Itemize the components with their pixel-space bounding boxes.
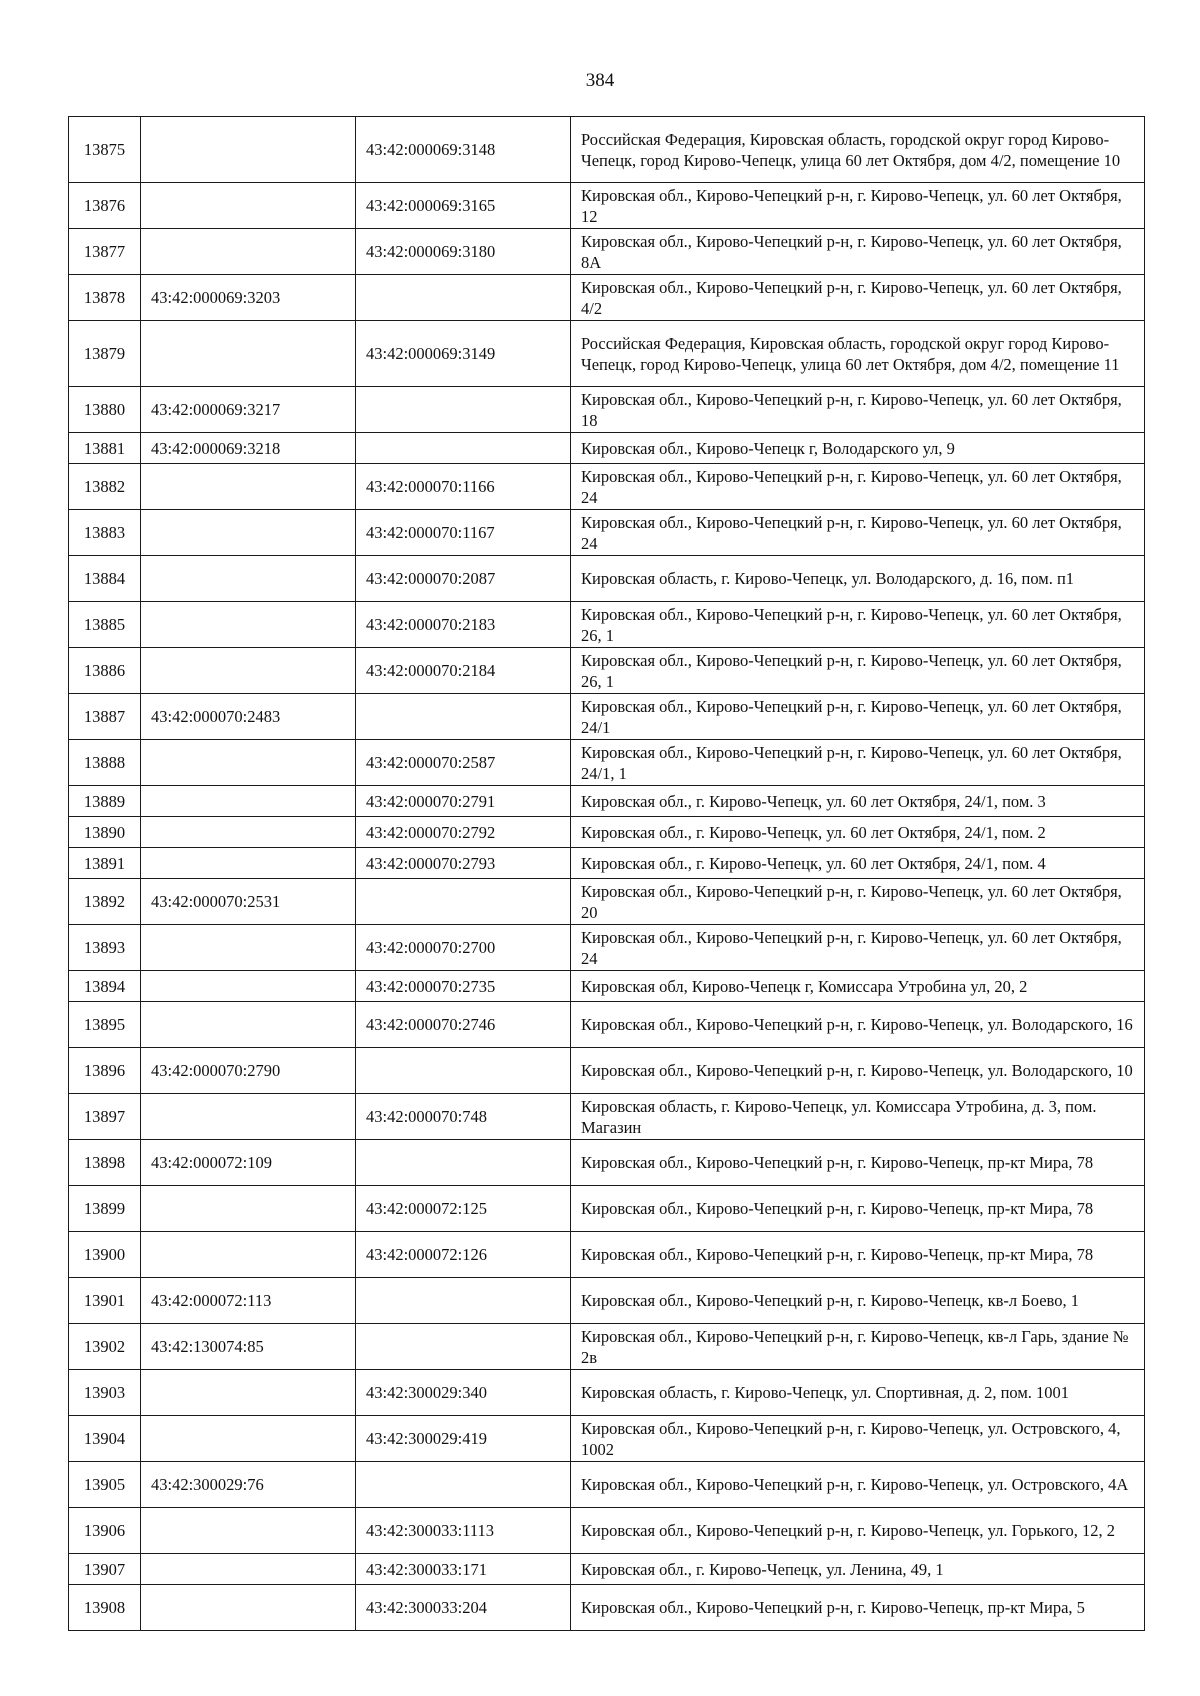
property-registry-table	[68, 116, 1145, 1631]
address-cell: Кировская обл., Кирово-Чепецкий р-н, г. Кирово-Чепецк, ул. Володарского, 10	[571, 1048, 1145, 1094]
cadastral-number-secondary: 43:42:000070:2087	[356, 556, 571, 602]
cadastral-number-primary: 43:42:300029:76	[141, 1462, 356, 1508]
cadastral-number-secondary: 43:42:000070:2700	[356, 925, 571, 971]
address-cell: Кировская обл., Кирово-Чепецкий р-н, г. Кирово-Чепецк, ул. 60 лет Октября, 4/2	[571, 275, 1145, 321]
cadastral-number-primary	[141, 1508, 356, 1554]
cadastral-number-primary: 43:42:000069:3218	[141, 433, 356, 464]
row-number: 13906	[69, 1508, 141, 1554]
address-cell: Кировская область, г. Кирово-Чепецк, ул. Комиссара Утробина, д. 3, пом. Магазин	[571, 1094, 1145, 1140]
cadastral-number-secondary: 43:42:000072:125	[356, 1186, 571, 1232]
row-number: 13897	[69, 1094, 141, 1140]
address-cell: Кировская обл., Кирово-Чепецкий р-н, г. Кирово-Чепецк, пр-кт Мира, 5	[571, 1585, 1145, 1631]
row-number: 13880	[69, 387, 141, 433]
cadastral-number-primary	[141, 229, 356, 275]
table-row	[69, 1554, 1145, 1585]
address-cell: Кировская обл., Кирово-Чепецкий р-н, г. Кирово-Чепецк, ул. Островского, 4, 1002	[571, 1416, 1145, 1462]
table-row	[69, 1416, 1145, 1462]
address-cell: Кировская обл., Кирово-Чепецкий р-н, г. Кирово-Чепецк, ул. 60 лет Октября, 18	[571, 387, 1145, 433]
cadastral-number-secondary: 43:42:000069:3149	[356, 321, 571, 387]
cadastral-number-primary	[141, 556, 356, 602]
table-row	[69, 1370, 1145, 1416]
table-row	[69, 321, 1145, 387]
cadastral-number-primary: 43:42:000069:3203	[141, 275, 356, 321]
cadastral-number-primary	[141, 1002, 356, 1048]
row-number: 13884	[69, 556, 141, 602]
cadastral-number-secondary: 43:42:000070:2792	[356, 817, 571, 848]
cadastral-number-secondary	[356, 1278, 571, 1324]
table-row	[69, 1140, 1145, 1186]
cadastral-number-primary: 43:42:000072:113	[141, 1278, 356, 1324]
cadastral-number-primary	[141, 183, 356, 229]
cadastral-number-secondary	[356, 387, 571, 433]
address-cell: Кировская обл., Кирово-Чепецкий р-н, г. Кирово-Чепецк, ул. 60 лет Октября, 24/1, 1	[571, 740, 1145, 786]
table-row	[69, 740, 1145, 786]
cadastral-number-secondary	[356, 1048, 571, 1094]
table-row	[69, 387, 1145, 433]
address-cell: Кировская обл., Кирово-Чепецкий р-н, г. Кирово-Чепецк, ул. Володарского, 16	[571, 1002, 1145, 1048]
cadastral-number-secondary: 43:42:300029:340	[356, 1370, 571, 1416]
row-number: 13879	[69, 321, 141, 387]
cadastral-number-primary: 43:42:000069:3217	[141, 387, 356, 433]
cadastral-number-secondary: 43:42:300033:1113	[356, 1508, 571, 1554]
row-number: 13902	[69, 1324, 141, 1370]
table-row	[69, 1278, 1145, 1324]
address-cell: Кировская обл., Кирово-Чепецкий р-н, г. Кирово-Чепецк, пр-кт Мира, 78	[571, 1232, 1145, 1278]
cadastral-number-primary	[141, 1585, 356, 1631]
address-cell: Кировская обл., г. Кирово-Чепецк, ул. 60 лет Октября, 24/1, пом. 4	[571, 848, 1145, 879]
cadastral-number-secondary: 43:42:000070:2791	[356, 786, 571, 817]
cadastral-number-primary	[141, 1416, 356, 1462]
table-row	[69, 925, 1145, 971]
row-number: 13890	[69, 817, 141, 848]
address-cell: Кировская обл, Кирово-Чепецк г, Комиссара Утробина ул, 20, 2	[571, 971, 1145, 1002]
address-cell: Кировская обл., Кирово-Чепецкий р-н, г. Кирово-Чепецк, ул. 60 лет Октября, 24	[571, 510, 1145, 556]
cadastral-number-secondary: 43:42:000070:2184	[356, 648, 571, 694]
cadastral-number-secondary: 43:42:000070:2793	[356, 848, 571, 879]
address-cell: Кировская обл., Кирово-Чепецкий р-н, г. Кирово-Чепецк, ул. 60 лет Октября, 24	[571, 925, 1145, 971]
page-number: 384	[585, 70, 615, 91]
cadastral-number-primary	[141, 602, 356, 648]
row-number: 13883	[69, 510, 141, 556]
address-cell: Российская Федерация, Кировская область, городской округ город Кирово-Чепецк, город Кирово-Чепецк, улица 60 лет Октября, дом 4/2, помещение 10	[571, 117, 1145, 183]
row-number: 13903	[69, 1370, 141, 1416]
table-row	[69, 648, 1145, 694]
row-number: 13901	[69, 1278, 141, 1324]
cadastral-number-secondary: 43:42:000069:3180	[356, 229, 571, 275]
row-number: 13905	[69, 1462, 141, 1508]
row-number: 13887	[69, 694, 141, 740]
cadastral-number-primary	[141, 1186, 356, 1232]
cadastral-number-primary	[141, 817, 356, 848]
table-row	[69, 1002, 1145, 1048]
row-number: 13908	[69, 1585, 141, 1631]
address-cell: Кировская обл., Кирово-Чепецкий р-н, г. Кирово-Чепецк, пр-кт Мира, 78	[571, 1140, 1145, 1186]
row-number: 13895	[69, 1002, 141, 1048]
address-cell: Кировская обл., г. Кирово-Чепецк, ул. Ленина, 49, 1	[571, 1554, 1145, 1585]
table-row	[69, 556, 1145, 602]
row-number: 13881	[69, 433, 141, 464]
cadastral-number-secondary: 43:42:000070:1166	[356, 464, 571, 510]
table-row	[69, 879, 1145, 925]
cadastral-number-primary: 43:42:000070:2483	[141, 694, 356, 740]
cadastral-number-primary	[141, 848, 356, 879]
address-cell: Кировская обл., г. Кирово-Чепецк, ул. 60 лет Октября, 24/1, пом. 2	[571, 817, 1145, 848]
address-cell: Кировская обл., Кирово-Чепецкий р-н, г. Кирово-Чепецк, ул. 60 лет Октября, 8А	[571, 229, 1145, 275]
table-row	[69, 183, 1145, 229]
cadastral-number-primary	[141, 510, 356, 556]
address-cell: Кировская обл., Кирово-Чепецкий р-н, г. Кирово-Чепецк, пр-кт Мира, 78	[571, 1186, 1145, 1232]
cadastral-number-secondary: 43:42:000070:2746	[356, 1002, 571, 1048]
cadastral-number-secondary: 43:42:300029:419	[356, 1416, 571, 1462]
cadastral-number-primary	[141, 464, 356, 510]
cadastral-number-secondary: 43:42:000070:2587	[356, 740, 571, 786]
address-cell: Кировская обл., г. Кирово-Чепецк, ул. 60 лет Октября, 24/1, пом. 3	[571, 786, 1145, 817]
row-number: 13878	[69, 275, 141, 321]
table-row	[69, 275, 1145, 321]
row-number: 13894	[69, 971, 141, 1002]
row-number: 13891	[69, 848, 141, 879]
table-row	[69, 1585, 1145, 1631]
table-row	[69, 510, 1145, 556]
cadastral-number-secondary	[356, 275, 571, 321]
row-number: 13888	[69, 740, 141, 786]
row-number: 13896	[69, 1048, 141, 1094]
cadastral-number-primary	[141, 971, 356, 1002]
address-cell: Кировская обл., Кирово-Чепецкий р-н, г. Кирово-Чепецк, кв-л Боево, 1	[571, 1278, 1145, 1324]
cadastral-number-primary	[141, 1370, 356, 1416]
cadastral-number-primary	[141, 786, 356, 817]
row-number: 13904	[69, 1416, 141, 1462]
cadastral-number-secondary: 43:42:000070:2183	[356, 602, 571, 648]
address-cell: Кировская обл., Кирово-Чепецкий р-н, г. Кирово-Чепецк, ул. Островского, 4А	[571, 1462, 1145, 1508]
row-number: 13892	[69, 879, 141, 925]
row-number: 13889	[69, 786, 141, 817]
row-number: 13875	[69, 117, 141, 183]
cadastral-number-secondary	[356, 1324, 571, 1370]
cadastral-number-secondary: 43:42:000069:3148	[356, 117, 571, 183]
cadastral-number-secondary: 43:42:000070:748	[356, 1094, 571, 1140]
cadastral-number-secondary: 43:42:000072:126	[356, 1232, 571, 1278]
address-cell: Кировская область, г. Кирово-Чепецк, ул. Володарского, д. 16, пом. п1	[571, 556, 1145, 602]
address-cell: Кировская область, г. Кирово-Чепецк, ул. Спортивная, д. 2, пом. 1001	[571, 1370, 1145, 1416]
cadastral-number-secondary: 43:42:000069:3165	[356, 183, 571, 229]
row-number: 13898	[69, 1140, 141, 1186]
row-number: 13899	[69, 1186, 141, 1232]
address-cell: Кировская обл., Кирово-Чепецкий р-н, г. Кирово-Чепецк, ул. 60 лет Октября, 26, 1	[571, 648, 1145, 694]
table-row	[69, 1508, 1145, 1554]
address-cell: Кировская обл., Кирово-Чепецкий р-н, г. Кирово-Чепецк, ул. 60 лет Октября, 26, 1	[571, 602, 1145, 648]
row-number: 13886	[69, 648, 141, 694]
row-number: 13893	[69, 925, 141, 971]
row-number: 13885	[69, 602, 141, 648]
table-row	[69, 433, 1145, 464]
address-cell: Кировская обл., Кирово-Чепецкий р-н, г. Кирово-Чепецк, кв-л Гарь, здание № 2в	[571, 1324, 1145, 1370]
address-cell: Кировская обл., Кирово-Чепецкий р-н, г. Кирово-Чепецк, ул. 60 лет Октября, 12	[571, 183, 1145, 229]
cadastral-number-secondary	[356, 1140, 571, 1186]
cadastral-number-secondary: 43:42:300033:204	[356, 1585, 571, 1631]
cadastral-number-secondary	[356, 879, 571, 925]
address-cell: Кировская обл., Кирово-Чепецк г, Володарского ул, 9	[571, 433, 1145, 464]
cadastral-number-primary: 43:42:000072:109	[141, 1140, 356, 1186]
row-number: 13907	[69, 1554, 141, 1585]
table-row	[69, 694, 1145, 740]
cadastral-number-primary	[141, 648, 356, 694]
cadastral-number-primary: 43:42:000070:2531	[141, 879, 356, 925]
cadastral-number-primary	[141, 1554, 356, 1585]
table-row	[69, 971, 1145, 1002]
table-row	[69, 1094, 1145, 1140]
table-row	[69, 464, 1145, 510]
table-row	[69, 602, 1145, 648]
address-cell: Кировская обл., Кирово-Чепецкий р-н, г. Кирово-Чепецк, ул. 60 лет Октября, 24	[571, 464, 1145, 510]
cadastral-number-secondary	[356, 433, 571, 464]
cadastral-number-primary	[141, 117, 356, 183]
cadastral-number-primary	[141, 740, 356, 786]
cadastral-number-secondary	[356, 1462, 571, 1508]
table-row	[69, 817, 1145, 848]
cadastral-number-secondary: 43:42:000070:1167	[356, 510, 571, 556]
table-row	[69, 1462, 1145, 1508]
cadastral-number-primary: 43:42:130074:85	[141, 1324, 356, 1370]
address-cell: Кировская обл., Кирово-Чепецкий р-н, г. Кирово-Чепецк, ул. 60 лет Октября, 24/1	[571, 694, 1145, 740]
table-row	[69, 1048, 1145, 1094]
cadastral-number-primary	[141, 1094, 356, 1140]
cadastral-number-primary	[141, 925, 356, 971]
cadastral-number-secondary: 43:42:300033:171	[356, 1554, 571, 1585]
table-row	[69, 117, 1145, 183]
cadastral-number-secondary: 43:42:000070:2735	[356, 971, 571, 1002]
row-number: 13882	[69, 464, 141, 510]
row-number: 13876	[69, 183, 141, 229]
table-row	[69, 229, 1145, 275]
table-row	[69, 786, 1145, 817]
cadastral-number-primary: 43:42:000070:2790	[141, 1048, 356, 1094]
address-cell: Российская Федерация, Кировская область, городской округ город Кирово-Чепецк, город Кирово-Чепецк, улица 60 лет Октября, дом 4/2, помещение 11	[571, 321, 1145, 387]
address-cell: Кировская обл., Кирово-Чепецкий р-н, г. Кирово-Чепецк, ул. Горького, 12, 2	[571, 1508, 1145, 1554]
address-cell: Кировская обл., Кирово-Чепецкий р-н, г. Кирово-Чепецк, ул. 60 лет Октября, 20	[571, 879, 1145, 925]
table-row	[69, 1324, 1145, 1370]
cadastral-number-secondary	[356, 694, 571, 740]
row-number: 13877	[69, 229, 141, 275]
table-row	[69, 1186, 1145, 1232]
row-number: 13900	[69, 1232, 141, 1278]
table-row	[69, 1232, 1145, 1278]
table-row	[69, 848, 1145, 879]
cadastral-number-primary	[141, 321, 356, 387]
cadastral-number-primary	[141, 1232, 356, 1278]
